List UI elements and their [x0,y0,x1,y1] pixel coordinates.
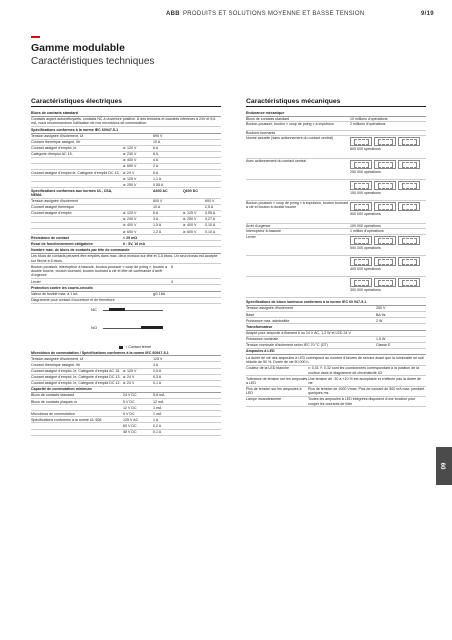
spec1-cell [123,134,153,138]
spec1-cell: Courant thermique assigné, Ith [31,140,81,145]
push-button-icon [350,278,372,287]
spec2-cell: à: 600 V [123,229,137,234]
micro-cell [123,363,153,367]
led-bulbs-title: Ampoules à LED [246,349,426,355]
transformer-title: Transformateur [246,324,426,330]
capacity-cell: 1 A [153,417,159,422]
transformer-cell: Adapté pour ampoule à filament 6 ou 24 V AC, 1,2 W et LED 24 V [246,331,351,335]
capacity-cell: Spécifications conformes à la norme UL 508 [31,417,102,422]
micro-cell: Courant assigné d'emploi, Ie, Catégorie d'emploi DC 12, [31,381,121,386]
mechanical-value: 10 millions d'opérations [350,116,388,121]
spec2-cell: Courant assigné d'emploi [31,211,72,216]
protection-value: gG 16A [153,291,166,296]
spec1-cell: à: 24 V [123,170,135,175]
mechanical-label: Norme actuelle (sans actionnement du contact central) [246,136,334,141]
spec2-cell: 0,10 A [205,223,216,228]
spec1-cell [183,134,205,138]
push-button-icon [374,137,396,146]
mechanical-label: Arrêt d'urgence [246,224,271,229]
no-state-icon [141,326,163,329]
micro-cell: Courant assigné d'emploi, Ie, Catégorie d'emploi AC 15, [31,368,121,373]
product-thumbnails [350,159,426,170]
capacity-cell: 0,1 A [153,429,162,434]
push-button-icon [398,278,420,287]
push-row [31,264,221,279]
spec1-cell [205,177,221,181]
section-title-electrical: Caractéristiques électriques [31,100,221,107]
spec1-cell: à: 230 V [123,152,137,157]
capacity-cell: 1 mA [153,405,162,410]
spec1-cell: à: 250 V [123,182,137,187]
spec1-cell: 4 A [153,158,159,163]
push-button-icon [374,236,396,245]
spec1-cell [31,164,123,168]
spec1-cell [123,140,153,144]
spec1-cell: à: 400 V [123,158,137,163]
capacity-cell: Blocs de contacts standard [31,393,75,398]
product-thumbnails [350,256,426,267]
lever-value: 3 [171,279,173,284]
spec1-cell: 0,55 A [153,182,164,187]
micro-cell: Courant thermique assigné, Ith [31,362,81,367]
block1-text: Contacts argent autonettoyants, contacts NC à ouverture positive. À des tensions et courants inférieurs à 24V et 5,6 mA, nous recommandons l'utilisation de nos microblocs de commutation. [31,117,221,128]
mechanical-table [246,117,426,298]
capacity-cell: 5 V DC [123,399,135,404]
spec2-cell: 6 A [153,211,159,216]
led-bulb-cell: Pics de tension sur les ampoules à LED [246,387,302,396]
led-bulb-row [246,387,426,397]
mechanical-label: Bouton-poussoir, bouton « coup de poing » à impulsion [246,121,334,126]
mechanical-value: 400 000 opérations [350,266,381,271]
spec2-cell: à: 125 V [183,211,197,216]
led-cell: BA 9s [376,312,386,317]
spec1-cell [183,152,205,156]
spec1-cell: 6 A [153,152,159,157]
accent-bar [31,36,40,38]
spec2-cell: Tension assignée d'isolement [31,199,78,204]
spec1-cell [183,171,205,175]
micro-cell: à: 125 V [123,368,137,373]
mechanical-value: 100 000 opérations [350,224,381,229]
mechanical-label: Interrupteur à bascule [246,229,281,234]
spec1-table [31,134,221,189]
mechanical-label: Avec actionnement du contact central [246,159,306,164]
push-button-icon [350,236,372,245]
spec1-cell: 2 A [153,164,159,169]
closed-contact-icon [119,346,123,349]
push-button-icon [398,160,420,169]
push-button-icon [350,137,372,146]
push-button-icon [398,202,420,211]
spec1-cell [183,140,205,144]
spec2-cell: à: 240 V [123,217,137,222]
spec1-cell: Courant assigné d'emploi, Ie [31,146,77,151]
spec1-cell [205,183,221,187]
spec1-cell [205,164,221,168]
brand-name: ABB [166,11,180,17]
push-button-icon [398,181,420,190]
led-bulb-cell: Toutes les ampoules à LED intégrées disposent d'une fonction pour couper les courants de fuite [308,397,416,406]
spec2-cell [123,205,153,209]
spec2-table [31,199,221,235]
mechanical-label: Bouton-poussoir « coup de poing » à impulsion, bouton tournant à clé et bouton à double touche [246,201,349,210]
spec1-cell [183,146,205,150]
mechanical-row [246,277,426,298]
endurance-test-value: Ii : 5V, 16 mA [123,241,146,246]
product-thumbnails [350,277,426,288]
spec1-cell: à: 125 V [123,176,137,181]
led-cell: Tension assignée d'isolement [246,306,293,311]
spec2-cell: 10 A [153,205,161,210]
section-title-mechanical: Caractéristiques mécaniques [246,100,426,107]
spec2-cell: 0,27 A [205,217,216,222]
capacity-title: Capacité de commutation minimum [31,387,221,393]
spec2-cell: 1,5 A [153,223,162,228]
capacity-row [31,430,221,436]
mechanical-value: 150 000 opérations [350,191,381,196]
transformer-table [246,331,426,349]
product-thumbnails [350,136,426,147]
push-button-icon [398,257,420,266]
spec1-cell [31,158,123,162]
micro-cell: 0,1 A [153,381,162,386]
diagram-nc-label: NC [91,307,97,313]
spec2-cell [31,223,123,227]
push-button-icon [350,160,372,169]
spec2-cell: 1,2 A [153,229,162,234]
led-bulb-cell: Pics de tension de 1000 Vmax. Pics de courant de 500 mA max. pendant quelques ms [308,387,425,396]
mechanical-value: 2 millions d'opérations [350,121,386,126]
capacity-cell: 5 V DC [123,411,135,416]
capacity-cell: 12 mA [153,399,164,404]
spec2-cell: à: 400 V [123,223,137,228]
spec1-cell [183,164,205,168]
diagram-no-label: NO [91,325,97,331]
spec2-cell: 600 V [153,199,163,204]
push-button-icon [350,257,372,266]
capacity-cell: 24 V DC [123,393,137,398]
spec1-cell: 10 A [153,140,161,145]
spec2-header [31,188,221,198]
micro-cell: 0,5 A [153,368,162,373]
capacity-cell [31,424,123,428]
electrical-column [31,100,221,436]
mechanical-value: 250 000 opérations [350,170,381,175]
micro-title: Microblocs de commutation / Spécifications conformes à la norme IEC 60947-5-1 [31,350,221,356]
spec1-cell: 6 A [153,170,159,175]
micro-cell: à: 24 V [123,381,135,386]
capacity-cell: 125 V AC [123,417,139,422]
spec2-cell [31,230,123,234]
led-bulb-row [246,376,426,386]
diagram-title: Diagramme pour contact d'ouverture et de fermeture [31,298,221,304]
led-bulb-cell: Lampe incandescente [246,397,282,402]
spec1-cell [205,140,221,144]
led-bulb-row [246,397,426,407]
spec2-h2: Q600 DC [183,188,198,193]
spec2-cell: 0,55 A [205,211,216,216]
spec2-cell: 3 A [153,217,159,222]
led-bulb-row [246,366,426,376]
led-bulbs-text: La durée de vie des ampoules à LED correspond au nombre d'heures de service avant que la luminosité ne soit réduite de 50 %. Durée de vie 50 000 h [246,355,426,366]
mechanical-row [246,256,426,277]
mechanical-row [246,136,426,159]
mechanical-value: 500 000 opérations [350,245,381,250]
chapter-tab [436,447,452,485]
micro-cell: à: 24 V [123,374,135,379]
capacity-cell: 48 V DC [123,429,137,434]
spec2-title: Spécifications conformes aux normes UL, CSA, NEMA [31,188,113,198]
led-bulb-cell: Couleur de la LED blanche [246,366,289,371]
page-number: 9/19 [421,11,434,17]
spec1-cell [31,177,123,181]
push-text: Bouton-poussoir, interrupteur à bascule, bouton-poussoir « coup de poing », bouton à double touche, bouton tournant, bouton tournant à clé et tête de commande d'arrêt d'urgence [31,264,168,278]
spec1-cell [183,177,205,181]
protection-label: Valeur de fusible max. à 1 kA [31,291,78,296]
spec2-cell: 2,5 A [205,205,214,210]
capacity-cell: Microblocs de commutation [31,411,75,416]
header-title: PRODUITS ET SOLUTIONS MOYENNE ET BASSE TENSION [183,11,365,17]
nb-title: Nombre max. de blocs de contacts par tête de commande [31,247,221,253]
push-button-icon [350,181,372,190]
block1-title: Blocs de contacts standard [31,110,221,116]
protection-title: Protection contre les courts-circuits [31,285,221,291]
micro-cell: 0,3 A [153,374,162,379]
spec1-cell [183,158,205,162]
spec2-cell [31,217,123,221]
endurance-title: Endurance mécanique [246,110,426,116]
push-button-icon [374,278,396,287]
mechanical-row [246,235,426,256]
micro-cell [123,357,153,361]
push-button-icon [374,160,396,169]
spec1-cell [183,183,205,187]
spec1-cell: à: 690 V [123,164,137,169]
micro-cell: 125 V [153,356,163,361]
led-cell: Puissance max. admissible [246,318,290,323]
spec2-h1: A600 AC [153,188,168,193]
led-bulb-cell: x: 0.31 Y: 0.32 sont les coordonnées correspondant à la position de la couleur dans le diagramme de chromaticité ICI [308,366,420,375]
micro-table [31,356,221,386]
legend-text: = Contact fermé [125,344,151,349]
capacity-cell: 0,2 A [153,423,162,428]
capacity-cell: Blocs de contacts plaqués or [31,399,77,404]
push-button-icon [398,236,420,245]
page-title: Gamme modulable [31,42,125,54]
transformer-cell: 1,5 W [376,337,386,342]
capacity-cell: 12 V DC [123,405,137,410]
mechanical-label: Levier [246,234,256,239]
capacity-cell [31,430,123,434]
mechanical-row [246,122,426,131]
spec1-cell [205,146,221,150]
micro-cell: 3 A [153,362,159,367]
transformer-cell: Puissance nominale [246,337,279,342]
mechanical-value: 500 000 opérations [350,147,381,152]
mechanical-label: Blocs de contacts standard [246,116,290,121]
transformer-cell: Classe E [376,343,391,348]
lever-label: Levier [31,279,41,284]
spec2-cell: 600 V [205,199,215,204]
led-cell: Base [246,312,255,317]
capacity-cell: 60 V DC [123,423,137,428]
spec1-cell [205,171,221,175]
resistance-value: < 25 mΩ [123,235,138,240]
spec2-cell: à: 120 V [123,211,137,216]
mechanical-label: Boutons tournants [246,130,276,135]
micro-cell: Courant assigné d'emploi, Ie, Catégorie d'emploi DC 13, [31,374,121,379]
transformer-cell [376,331,426,335]
spec2-cell [183,205,205,209]
spec1-cell [205,152,221,156]
spec2-cell: à: 250 V [183,217,197,222]
mechanical-value: 300 000 opérations [350,287,381,292]
capacity-table [31,393,221,436]
push-value: 6 [171,264,173,269]
led-bulb-cell: Une tension de -30 à +10 % est acceptable et n'affecte pas la durée de vie [308,376,422,385]
endurance-test-label: Essai de fonctionnement obligatoire [31,241,93,246]
spec1-cell: à: 120 V [123,146,137,151]
push-button-icon [350,202,372,211]
product-thumbnails [350,235,426,246]
resistance-label: Résistance de contact [31,235,69,240]
spec2-cell: Courant assigné thermique [31,205,75,210]
capacity-cell [31,406,123,410]
capacity-cell: 5,6 mA [153,393,165,398]
push-button-icon [374,257,396,266]
spec1-cell [205,134,221,138]
led-table [246,306,426,324]
mechanical-value: 1 million d'opérations [350,229,384,234]
led-title: Spécifications de blocs lumineux conformes à la norme IEC 60 947-5-1 [246,300,426,306]
capacity-cell: 1 mA [153,411,162,416]
spec1-title: Spécifications conformes à la norme IEC 60947-5-1 [31,127,221,133]
spec2-cell [183,199,205,203]
push-button-icon [374,181,396,190]
nc-state-icon [109,308,125,311]
contact-diagram [31,304,221,344]
chapter-number: 09 [441,462,447,470]
transformer-cell: Tension nominale d'isolement selon IEC 70 °C (DT) [246,343,328,348]
push-button-icon [398,137,420,146]
mechanical-value: 500 000 opérations [350,212,381,217]
spec1-cell [31,183,123,187]
spec1-cell [205,158,221,162]
spec2-cell [123,199,153,203]
spec1-cell: 1,1 A [153,176,162,181]
mechanical-row [246,201,426,224]
spec2-cell: à: 400 V [183,223,197,228]
spec2-cell: à: 600 V [183,229,197,234]
spec1-cell: Courant assigné d'emploi Ie, Catégorie d'emploi DC 13, [31,170,120,175]
spec1-cell: 690 V [153,134,163,139]
led-cell: 250 V [376,306,386,311]
product-thumbnails [350,201,426,212]
mechanical-column [246,100,426,407]
led-bulbs-table [246,366,426,408]
product-thumbnails [350,180,426,191]
micro-cell: Tension assignée d'isolement, Ui [31,356,84,361]
nb-text: Les blocs de contacts peuvent être empilés dans max. deux niveaux sur tête et 3-5 blocs. Un seul niveau est accepté sur fléché à 5 blocs. [31,254,221,265]
page-subtitle: Caractéristiques techniques [31,56,155,67]
spec1-cell: 6 A [153,146,159,151]
led-bulb-cell: Tolérance de tension sur les ampoules à LED [246,376,308,385]
mechanical-row [246,180,426,201]
push-button-icon [374,202,396,211]
spec1-cell: Catégorie d'emploi AC 15, [31,152,73,157]
mechanical-row [246,159,426,180]
led-cell: 2 W [376,318,383,323]
spec1-cell: Tension assignée d'isolement, Ui [31,134,84,139]
spec2-cell: 0,10 A [205,229,216,234]
